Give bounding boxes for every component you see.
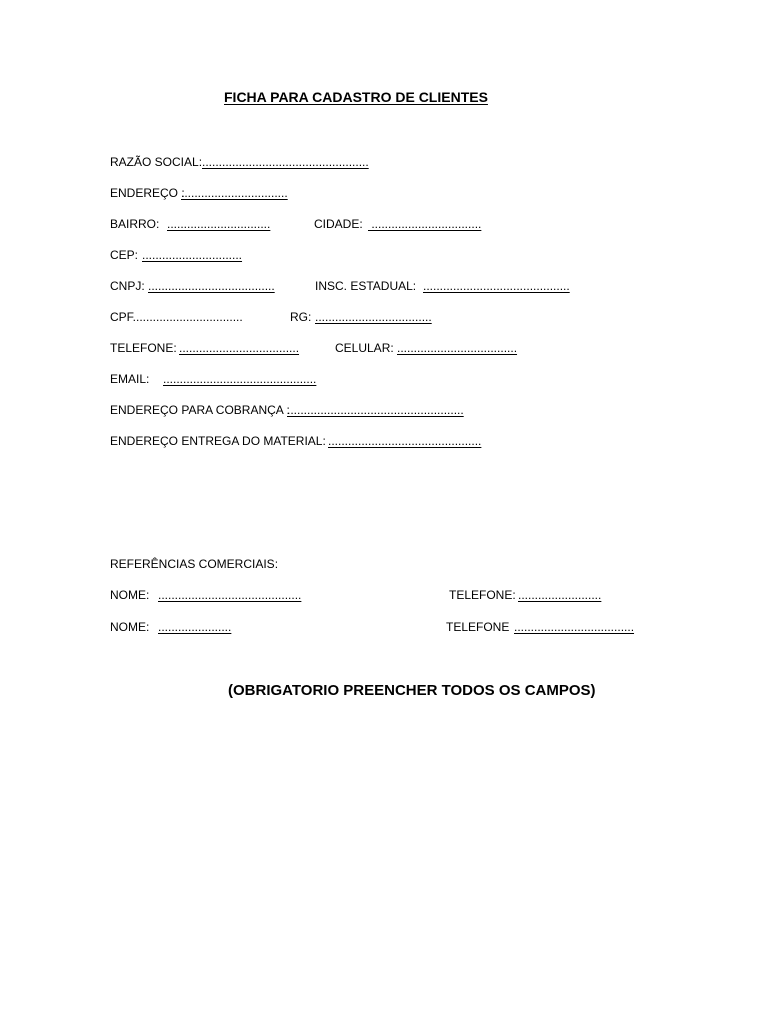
bairro-label: BAIRRO: bbox=[110, 217, 160, 231]
celular-line: .................................... bbox=[397, 341, 518, 355]
references-heading: REFERÊNCIAS COMERCIAIS: bbox=[110, 557, 279, 571]
email-label: EMAIL: bbox=[110, 372, 150, 386]
form-title: FICHA PARA CADASTRO DE CLIENTES bbox=[224, 89, 488, 105]
reference1-nome-line: ........................................... bbox=[158, 588, 302, 602]
cnpj-label: CNPJ: bbox=[110, 279, 145, 293]
mandatory-fields-note: (OBRIGATORIO PREENCHER TODOS OS CAMPOS) bbox=[228, 682, 596, 699]
rg-line: ................................... bbox=[315, 310, 432, 324]
reference1-telefone-label: TELEFONE: bbox=[449, 588, 516, 602]
endereco-entrega-label: ENDEREÇO ENTREGA DO MATERIAL: bbox=[110, 434, 326, 448]
reference2-telefone-line: .................................... bbox=[514, 620, 635, 634]
cidade-line: ................................. bbox=[368, 217, 482, 231]
rg-label: RG: bbox=[290, 310, 315, 324]
cpf-label: CPF................................. bbox=[110, 310, 243, 324]
reference2-nome-label: NOME: bbox=[110, 620, 150, 634]
telefone-label: TELEFONE: bbox=[110, 341, 177, 355]
razao-social-label: RAZÃO SOCIAL: bbox=[110, 155, 206, 169]
endereco-entrega-line: .............................................. bbox=[328, 434, 482, 448]
celular-label: CELULAR: bbox=[335, 341, 394, 355]
insc-estadual-label: INSC. ESTADUAL: bbox=[315, 279, 417, 293]
reference1-telefone-line: ......................... bbox=[518, 588, 602, 602]
endereco-cobranca-label: ENDEREÇO PARA COBRANÇA : bbox=[110, 403, 294, 417]
bairro-line: ............................... bbox=[167, 217, 271, 231]
razao-social-line: .................................................. bbox=[202, 155, 369, 169]
cep-line: .............................. bbox=[142, 248, 243, 262]
endereco-label: ENDEREÇO : bbox=[110, 186, 185, 200]
cnpj-line: ...................................... bbox=[148, 279, 275, 293]
cidade-label: CIDADE: bbox=[314, 217, 363, 231]
reference1-nome-label: NOME: bbox=[110, 588, 150, 602]
endereco-cobranca-line: ..................................................... bbox=[287, 403, 464, 417]
cep-label: CEP: bbox=[110, 248, 139, 262]
endereco-line: ................................ bbox=[181, 186, 288, 200]
reference2-telefone-label: TELEFONE bbox=[446, 620, 510, 634]
insc-estadual-line: ............................................ bbox=[423, 279, 570, 293]
email-line: .............................................. bbox=[163, 372, 317, 386]
reference2-nome-line: ...................... bbox=[158, 620, 232, 634]
telefone-line: .................................... bbox=[179, 341, 300, 355]
